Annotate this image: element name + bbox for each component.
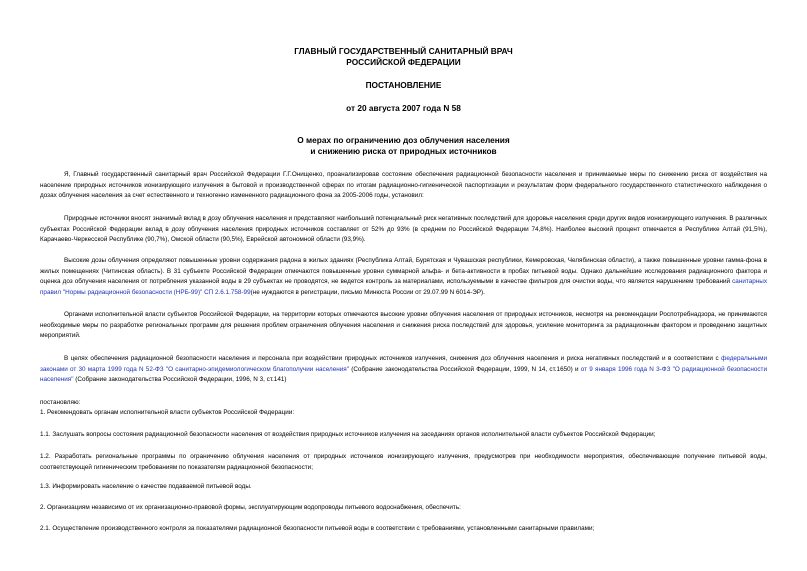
paragraph-purpose: В целях обеспечения радиационной безопасности населения и персонала при воздействии природных источников излучения, снижения доз облучения населения и риска негативных последствий и в соответствии с федеральными законами от 30 марта 1999 года N 52-ФЗ "О санитарно-эпидемиологическом благополучии населения" (Собрание законодательства Российской Федерации, 1999, N 14, ст.1650) и от 9 января 1996 года N 3-ФЗ "О радиационной безопасности населения" (Собрание законодательства Российской Федерации, 1996, N 3, ст.141) bbox=[40, 355, 767, 384]
link-law-52-fz[interactable]: федеральными законами от 30 марта 1999 года N 52-ФЗ "О санитарно-эпидемиологическом благополучии населения" bbox=[40, 355, 767, 373]
link-law-3-fz[interactable]: от 9 января 1996 года N 3-ФЗ "О радиационной безопасности населения" bbox=[40, 365, 767, 384]
paragraph-radon-levels: Высокие дозы облучения определяют повышенные уровни содержания радона в жилых зданиях (Республика Алтай, Бурятская и Чувашская республики, Кемеровская, Челябинская области), а также повышенные уровни гамма-фона в жилых помещениях (Читинская область). В 31 субъекте Российской Федерации отмечаются повышенные уровни суммарной альфа- и бета-активности в пробах питьевой воды. Однако дальнейшие исследования радиационного фактора и оценка доз облучения населения от потребления указанной воды в 29 субъектах не проводятся, не ведется контроль за материалами, используемыми в качестве фильтров для очистки воды, что является нарушением требований санитарных правил "Нормы радиационной безопасности (НРБ-99)" СП 2.6.1.758-99(не нуждаются в регистрации, письмо Минюста России от 29.07.99 N 6014-ЭР). bbox=[40, 257, 767, 296]
resolution-item-2: 2. Организациям независимо от их организационно-правовой формы, эксплуатирующим водопроводы питьевого водоснабжения, обеспечить: bbox=[40, 504, 461, 511]
document-date-number: от 20 августа 2007 года N 58 bbox=[346, 103, 461, 113]
paragraph-regional-authorities: Органами исполнительной власти субъектов Российской Федерации, на территории которых отмечаются высокие уровни облучения населения от природных источников, несмотря на рекомендации Роспотребнадзора, не принимаются необходимые меры по разработке региональных программ для решения проблем ограничения облучения населения и снижения риска последствий для здоровья, усиление мониторинга за радиационным фактором и проведению защитных мероприятий. bbox=[40, 311, 767, 340]
resolution-item-1-2: 1.2. Разработать региональные программы по ограничению облучения населения от природных источников ионизирующего излучения, предусмотрев при необходимости мероприятия, обеспечивающие получение питьевой воды, соответствующей гигиеническим требованиям по показателям радиационной безопасности; bbox=[40, 453, 767, 471]
resolution-item-1-3: 1.3. Информировать население о качестве подаваемой питьевой воды. bbox=[40, 483, 252, 490]
document-title-line-2: и снижению риска от природных источников bbox=[310, 146, 497, 156]
document-type: ПОСТАНОВЛЕНИЕ bbox=[365, 80, 442, 90]
resolution-item-2-1: 2.1. Осуществление производственного контроля за показателями радиационной безопасности питьевой воды в соответствии с требованиями, установленными санитарными правилами; bbox=[40, 525, 595, 532]
link-nrb-99[interactable]: санитарных правил "Нормы радиационной безопасности (НРБ-99)" СП 2.6.1.758-99 bbox=[40, 278, 767, 296]
resolution-label: постановляю: bbox=[40, 399, 81, 406]
resolution-item-1-1: 1.1. Заслушать вопросы состояния радиационной безопасности населения от воздействия природных источников излучения на заседаниях органов исполнительной власти субъектов Российской Федерации; bbox=[40, 431, 656, 438]
paragraph-natural-sources: Природные источники вносят значимый вклад в дозу облучения населения и представляют наибольший потенциальный риск негативных последствий для здоровья населения среди других видов ионизирующего излучения. В различных субъектах Российской Федерации вклад в дозу облучения населения природных источников составляет от 52% до 93% (в среднем по Российской Федерации 74,8%). Наиболее высокий процент отмечается в Республике Алтай (91,5%), Карачаево-Черкесской Республике (90,7%), Омской области (90,5%), Еврейской автономной области (93,9%). bbox=[40, 215, 767, 244]
issuer-line-1: ГЛАВНЫЙ ГОСУДАРСТВЕННЫЙ САНИТАРНЫЙ ВРАЧ bbox=[294, 46, 513, 56]
issuer-line-2: РОССИЙСКОЙ ФЕДЕРАЦИИ bbox=[346, 57, 461, 67]
document-title-line-1: О мерах по ограничению доз облучения населения bbox=[297, 135, 510, 145]
paragraph-findings-intro: Я, Главный государственный санитарный врач Российской Федерации Г.Г.Онищенко, проанализировав состояние обеспечения радиационной безопасности населения и принимаемые меры по снижению риска от воздействия на население природных источников ионизирующего излучения в бытовой и производственной сферах по итогам радиационно-гигиенической паспортизации и результатам форм федерального государственного статистического наблюдения о дозах облучения населения за счет естественного и техногенно измененного радиационного фона за 2005-2006 годы, установил: bbox=[40, 171, 767, 200]
resolution-item-1: 1. Рекомендовать органам исполнительной власти субъектов Российской Федерации: bbox=[40, 409, 295, 416]
